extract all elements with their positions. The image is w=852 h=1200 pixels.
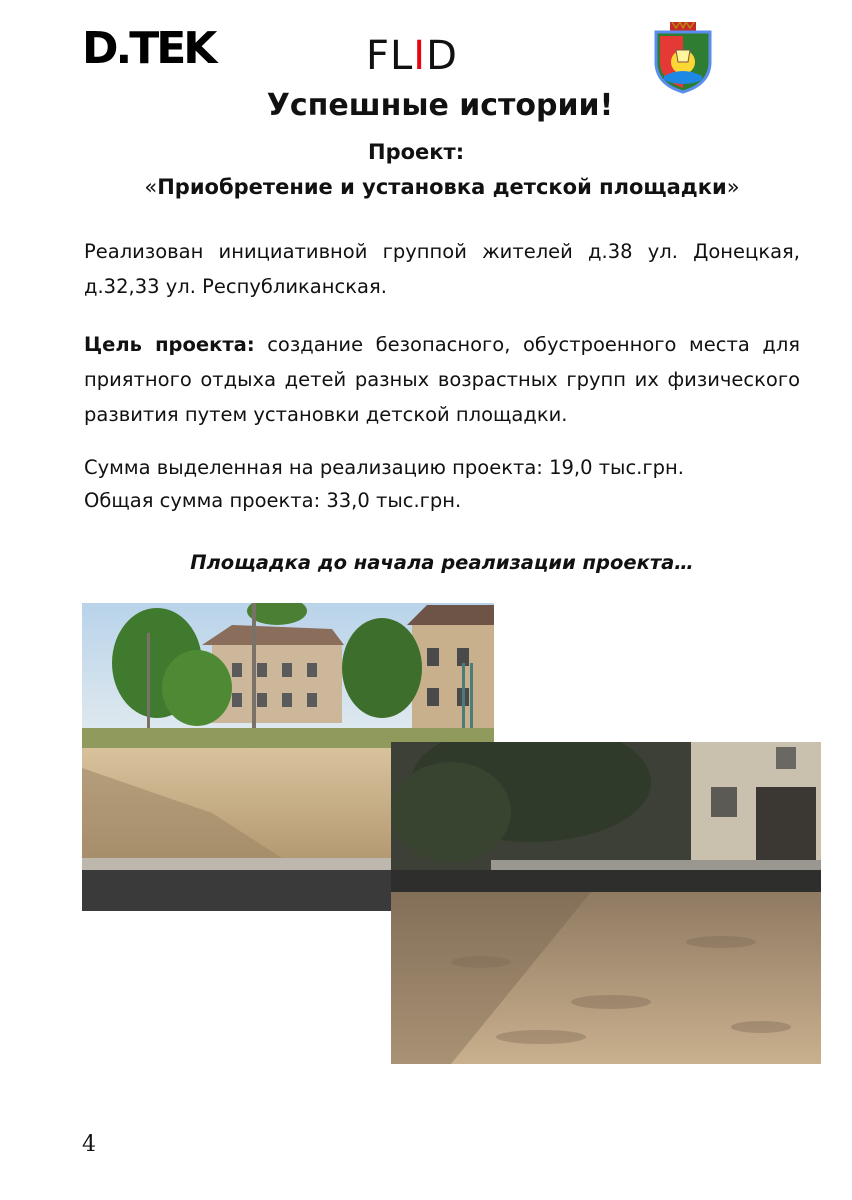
coat-of-arms-icon <box>652 22 714 94</box>
funding-paragraph <box>84 451 800 517</box>
sum-total: Общая сумма проекта: 33,0 тыс.грн. <box>84 489 462 512</box>
implemented-by-paragraph: Реализован инициативной группой жителей д.38 ул. Донецкая, д.32,33 ул. Республиканская. <box>84 240 800 298</box>
goal-text: создание безопасного, обустроенного места для приятного отдыха детей разных возрастных групп их физического развития путем установки детской площадки. <box>84 333 801 426</box>
photo-caption: Площадка до начала реализации проекта… <box>190 551 694 574</box>
sum-allocated: Сумма выделенная на реализацию проекта: 19,0 тыс.грн. <box>84 456 684 479</box>
flid-logo-part-b: I <box>413 33 427 79</box>
flid-logo-part-a: FL <box>366 33 414 79</box>
dtek-logo: D.TEK <box>82 23 215 74</box>
project-name-text: Приобретение и установка детской площадки <box>157 175 727 199</box>
project-name <box>0 173 852 201</box>
page-title: Успешные истории! <box>266 88 614 123</box>
page-number: 4 <box>82 1132 96 1157</box>
project-label: Проект: <box>368 140 465 164</box>
flid-logo-part-c: D <box>426 33 458 79</box>
goal-label: Цель проекта: <box>84 333 255 356</box>
close-quote: » <box>726 175 740 199</box>
flid-logo <box>366 34 476 78</box>
goal-paragraph <box>84 327 800 432</box>
photo-sandy-lot-before <box>391 742 821 1064</box>
open-quote: « <box>144 175 158 199</box>
